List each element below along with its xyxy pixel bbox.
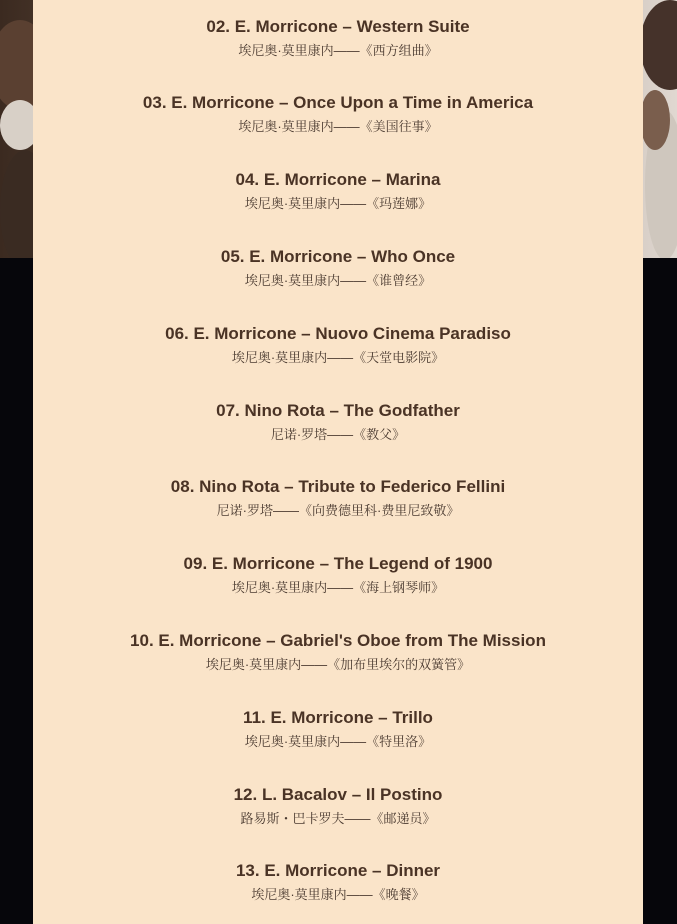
track-title: 07. Nino Rota – The Godfather	[216, 401, 460, 420]
track-title: 08. Nino Rota – Tribute to Federico Fellini	[170, 477, 506, 496]
track-item	[33, 707, 643, 751]
track-subtitle: 埃尼奥·莫里康内——《天堂电影院》	[231, 350, 445, 365]
track-subtitle: 埃尼奥·莫里康内——《西方组曲》	[238, 43, 438, 58]
track-subtitle: 尼诺·罗塔——《教父》	[270, 427, 406, 442]
track-item	[33, 784, 643, 828]
track-title: 13. E. Morricone – Dinner	[235, 861, 441, 880]
track-title: 05. E. Morricone – Who Once	[220, 247, 456, 266]
track-title: 03. E. Morricone – Once Upon a Time in America	[142, 93, 534, 112]
track-subtitle: 路易斯・巴卡罗夫——《邮递员》	[240, 811, 436, 826]
track-item	[33, 476, 643, 520]
track-subtitle: 埃尼奥·莫里康内——《玛莲娜》	[244, 196, 432, 211]
track-item	[33, 400, 643, 444]
track-item	[33, 92, 643, 136]
track-subtitle: 埃尼奥·莫里康内——《特里洛》	[244, 734, 432, 749]
track-item	[33, 323, 643, 367]
track-title: 12. L. Bacalov – Il Postino	[233, 785, 443, 804]
track-subtitle: 埃尼奥·莫里康内——《美国往事》	[238, 119, 438, 134]
track-title: 10. E. Morricone – Gabriel's Oboe from The Mission	[130, 631, 546, 650]
track-subtitle: 尼诺·罗塔——《向费德里科·费里尼致敬》	[216, 503, 460, 518]
track-subtitle: 埃尼奥·莫里康内——《晚餐》	[251, 887, 425, 902]
track-title: 11. E. Morricone – Trillo	[243, 708, 433, 727]
track-item	[33, 16, 643, 60]
track-subtitle: 埃尼奥·莫里康内——《海上钢琴师》	[231, 580, 445, 595]
track-item	[33, 246, 643, 290]
track-title: 02. E. Morricone – Western Suite	[206, 17, 470, 36]
track-item	[33, 169, 643, 213]
track-subtitle: 埃尼奥·莫里康内——《谁曾经》	[244, 273, 432, 288]
track-item	[33, 630, 643, 674]
track-title: 06. E. Morricone – Nuovo Cinema Paradiso	[165, 324, 511, 343]
track-subtitle: 埃尼奥·莫里康内——《加布里埃尔的双簧管》	[205, 657, 471, 672]
track-item	[33, 553, 643, 597]
track-item	[33, 860, 643, 904]
track-title: 09. E. Morricone – The Legend of 1900	[183, 554, 493, 573]
program-panel	[33, 0, 643, 924]
track-title: 04. E. Morricone – Marina	[235, 170, 441, 189]
